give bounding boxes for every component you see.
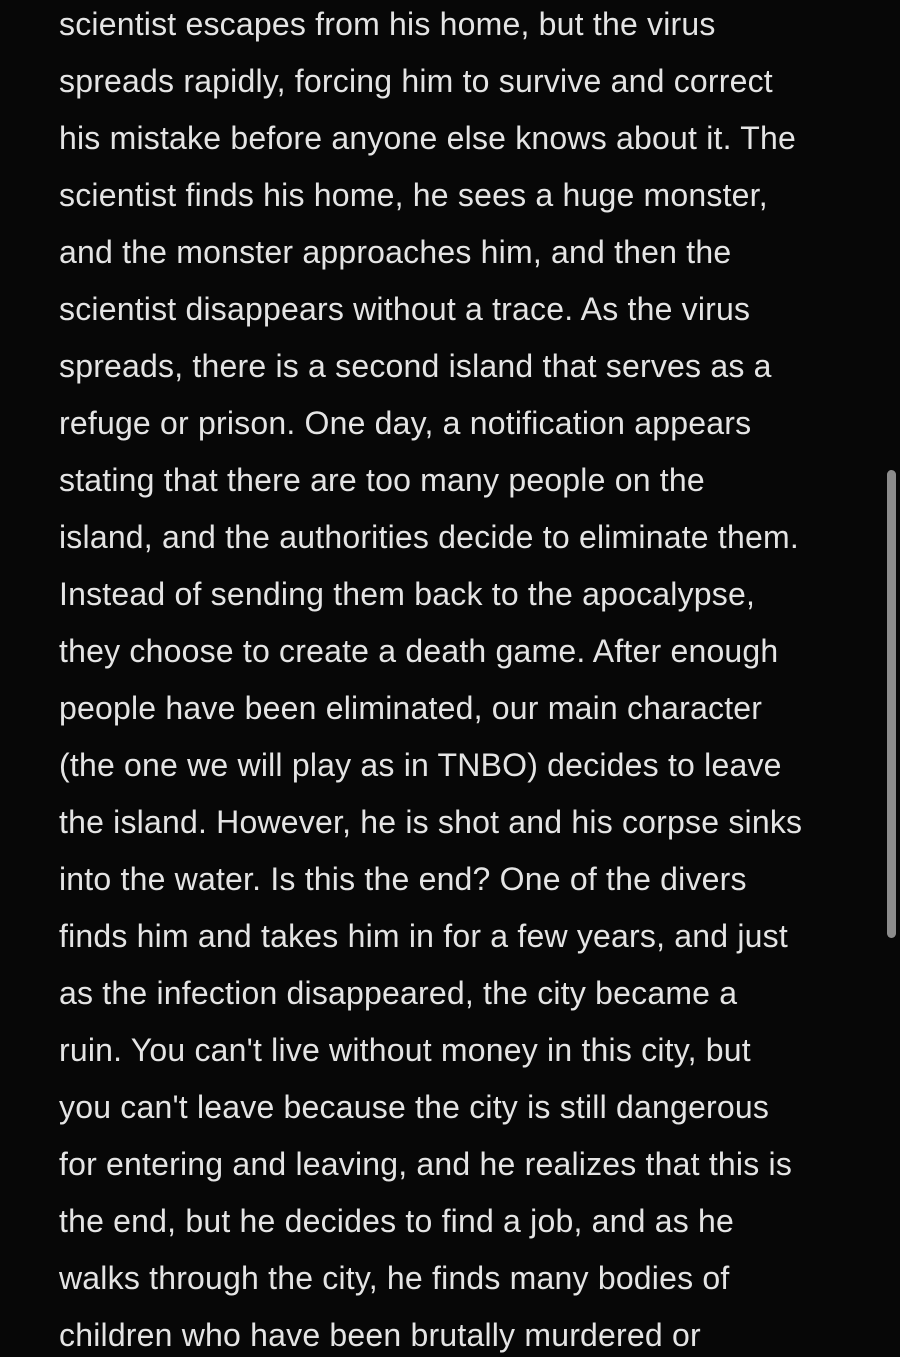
text-line: you can't leave because the city is still dangerous: [59, 1089, 770, 1125]
text-line: walks through the city, he finds many bodies of: [59, 1260, 730, 1296]
scrollbar[interactable]: [886, 0, 900, 1357]
text-line: ruin. You can't live without money in this city, but: [59, 1032, 751, 1068]
text-line: scientist finds his home, he sees a huge monster,: [59, 177, 768, 213]
text-line: Instead of sending them back to the apocalypse,: [59, 576, 756, 612]
text-line: scientist disappears without a trace. As the virus: [59, 291, 751, 327]
text-line: finds him and takes him in for a few years, and just: [59, 918, 788, 954]
text-line: and the monster approaches him, and then the: [59, 234, 732, 270]
text-line: spreads rapidly, forcing him to survive and correct: [59, 63, 773, 99]
text-line: his mistake before anyone else knows about it. The: [59, 120, 796, 156]
text-line: refuge or prison. One day, a notification appears: [59, 405, 752, 441]
text-line: island, and the authorities decide to eliminate them.: [59, 519, 799, 555]
text-line: children who have been brutally murdered or: [59, 1317, 701, 1353]
text-line: for entering and leaving, and he realizes that this is: [59, 1146, 793, 1182]
text-line: as the infection disappeared, the city became a: [59, 975, 738, 1011]
text-line: (the one we will play as in TNBO) decides to leave: [59, 747, 782, 783]
text-line: spreads, there is a second island that serves as a: [59, 348, 772, 384]
text-line: the island. However, he is shot and his corpse sinks: [59, 804, 803, 840]
text-line: they choose to create a death game. After enough: [59, 633, 779, 669]
text-line: people have been eliminated, our main character: [59, 690, 763, 726]
text-line: into the water. Is this the end? One of the divers: [59, 861, 747, 897]
text-line: the end, but he decides to find a job, and as he: [59, 1203, 734, 1239]
text-line: scientist escapes from his home, but the virus: [59, 6, 716, 42]
scrollbar-thumb[interactable]: [887, 470, 896, 938]
text-line: stating that there are too many people on the: [59, 462, 705, 498]
